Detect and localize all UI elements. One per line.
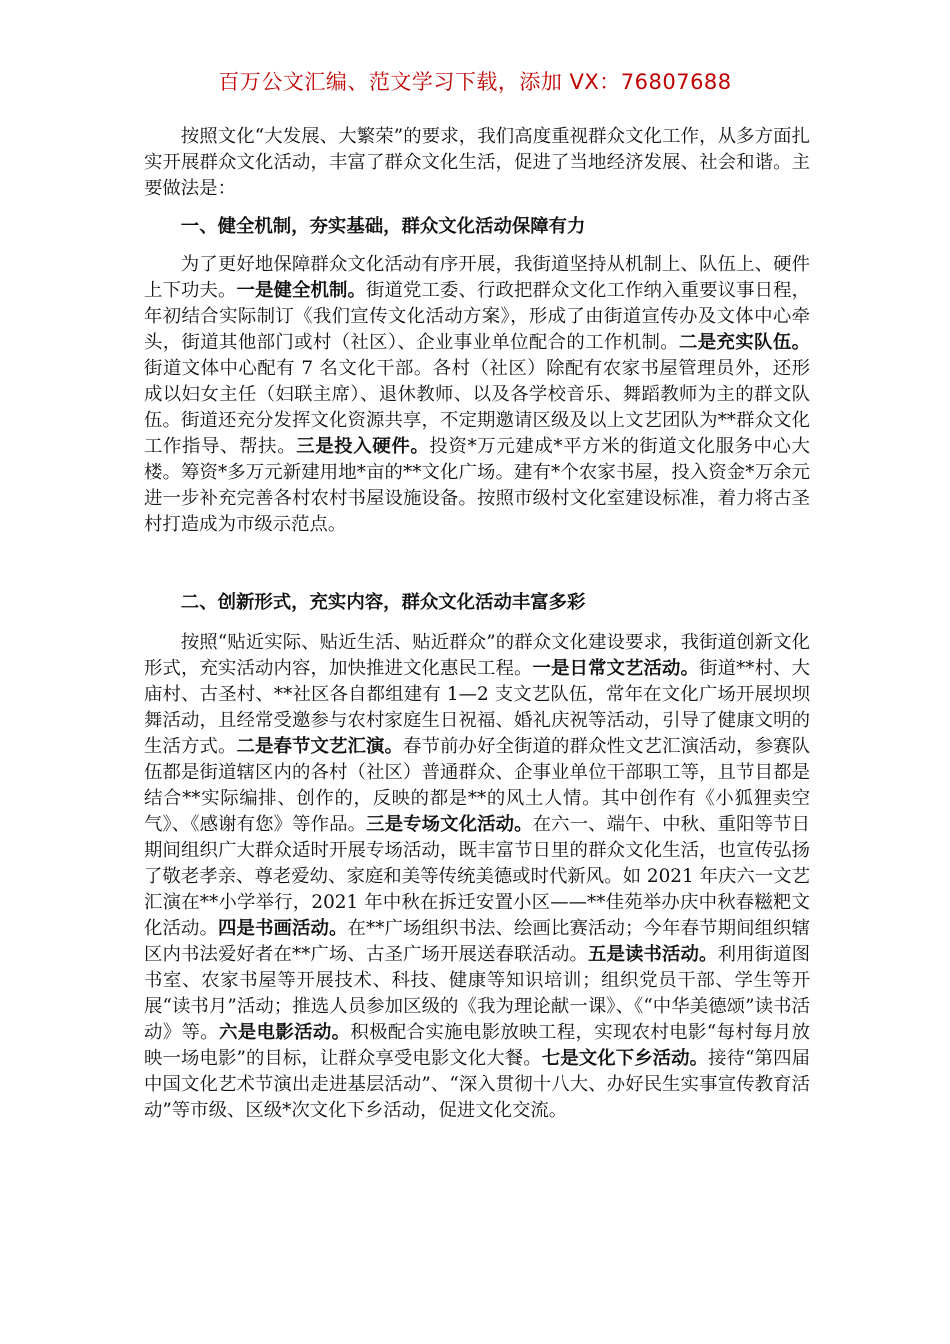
section-1-text-a: 为了更好地保障群众文化活动有序开展，我街道坚持从机制上、队伍上、硬件上下功夫。 xyxy=(144,254,810,301)
section-1-text-b: 街道党工委、行政把群众文化工作纳入重要议事日程，年初结合实际制订《我们宣传文化活动方案》，形成了由街道宣传办及文体中心牵头，街道其他部门或村（社区）、企业事业单位配合的工作机制。 xyxy=(144,280,810,353)
section-1-point-2: 二是充实队伍。 xyxy=(679,332,810,353)
section-2-heading: 二、创新形式，充实内容，群众文化活动丰富多彩 xyxy=(180,592,586,613)
section-2-text-b: 街道**村、大庙村、古圣村、**社区各自都组建有 1—2 支文艺队伍，常年在文化广场开展坝坝舞活动，且经常受邀参与农村家庭生日祝福、婚礼庆祝等活动，引导了健康文明的生活方式。 xyxy=(144,658,810,757)
intro-paragraph: 按照文化“大发展、大繁荣”的要求，我们高度重视群众文化工作，从多方面扎实开展群众文化活动，丰富了群众文化生活，促进了当地经济发展、社会和谐。主要做法是： xyxy=(144,126,810,199)
document-body xyxy=(144,124,810,1124)
section-2-point-1: 一是日常文艺活动。 xyxy=(532,658,700,679)
section-1-text-d: 投资*万元建成*平方米的街道文化服务中心大楼。筹资*多万元新建用地*亩的**文化广场。建有*个农家书屋，投入资金*万余元进一步补充完善各村农村书屋设施设备。按照市级村文化室建设标准，着力将古圣村打造成为市级示范点。 xyxy=(144,436,810,535)
section-2-point-6: 六是电影活动。 xyxy=(219,1022,351,1043)
section-2-text-c: 春节前办好全街道的群众性文艺汇演活动，参赛队伍都是街道辖区内的各村（社区）普通群众、企事业单位干部职工等，且节目都是结合**实际编排、创作的，反映的都是**的风土人情。其中创作有《小狐狸卖空气》、《感谢有您》等作品。 xyxy=(144,736,810,835)
section-2-text-d: 在六一、端午、中秋、重阳等节日期间组织广大群众适时开展专场活动，既丰富节日里的群众文化生活，也宣传弘扬了敬老孝亲、尊老爱幼、家庭和美等传统美德或时代新风。如 2021 年庆六一文艺汇演在**小学举行，2021 年中秋在拆迁安置小区——**佳苑举办庆中秋春糍粑文化活动。 xyxy=(144,814,810,939)
section-2-point-2: 二是春节文艺汇演。 xyxy=(236,736,404,757)
watermark-header: 百万公文汇编、范文学习下载，添加 VX：76807688 xyxy=(218,70,732,94)
section-1-paragraph xyxy=(144,252,810,538)
section-2-text-g: 积极配合实施电影放映工程，实现农村电影“每村每月放映一场电影”的目标，让群众享受电影文化大餐。 xyxy=(144,1022,810,1069)
section-1-text-c: 街道文体中心配有 7 名文化干部。各村（社区）除配有农家书屋管理员外，还形成以妇女主任（妇联主席）、退休教师、以及各学校音乐、舞蹈教师为主的群文队伍。街道还充分发挥文化资源共享，不定期邀请区级及以上文艺团队为**群众文化工作指导、帮扶。 xyxy=(144,358,810,457)
section-2-paragraph xyxy=(144,630,810,1124)
section-1-heading: 一、健全机制，夯实基础，群众文化活动保障有力 xyxy=(180,216,586,237)
section-2-text-a: 按照“贴近实际、贴近生活、贴近群众”的群众文化建设要求，我街道创新文化形式，充实活动内容，加快推进文化惠民工程。 xyxy=(144,632,810,679)
section-1-point-1: 一是健全机制。 xyxy=(236,280,367,301)
section-1-point-3: 三是投入硬件。 xyxy=(296,436,430,457)
section-2-point-4: 四是书画活动。 xyxy=(218,918,348,939)
section-2-point-3: 三是专场文化活动。 xyxy=(366,814,533,835)
section-2-text-f: 利用街道图书室、农家书屋等开展技术、科技、健康等知识培训；组织党员干部、学生等开展“读书月”活动；推选人员参加区级的《我为理论献一课》、《“中华美德颂”读书活动》等。 xyxy=(144,944,810,1043)
section-2-point-7: 七是文化下乡活动。 xyxy=(541,1048,709,1069)
section-2-text-h: 接待“第四届中国文化艺术节演出走进基层活动”、“深入贯彻十八大、办好民生实事宣传教育活动”等市级、区级*次文化下乡活动，促进文化交流。 xyxy=(144,1048,810,1121)
section-2-point-5: 五是读书活动。 xyxy=(588,944,718,965)
section-2-text-e: 在**广场组织书法、绘画比赛活动；今年春节期间组织辖区内书法爱好者在**广场、古圣广场开展送春联活动。 xyxy=(144,918,810,965)
